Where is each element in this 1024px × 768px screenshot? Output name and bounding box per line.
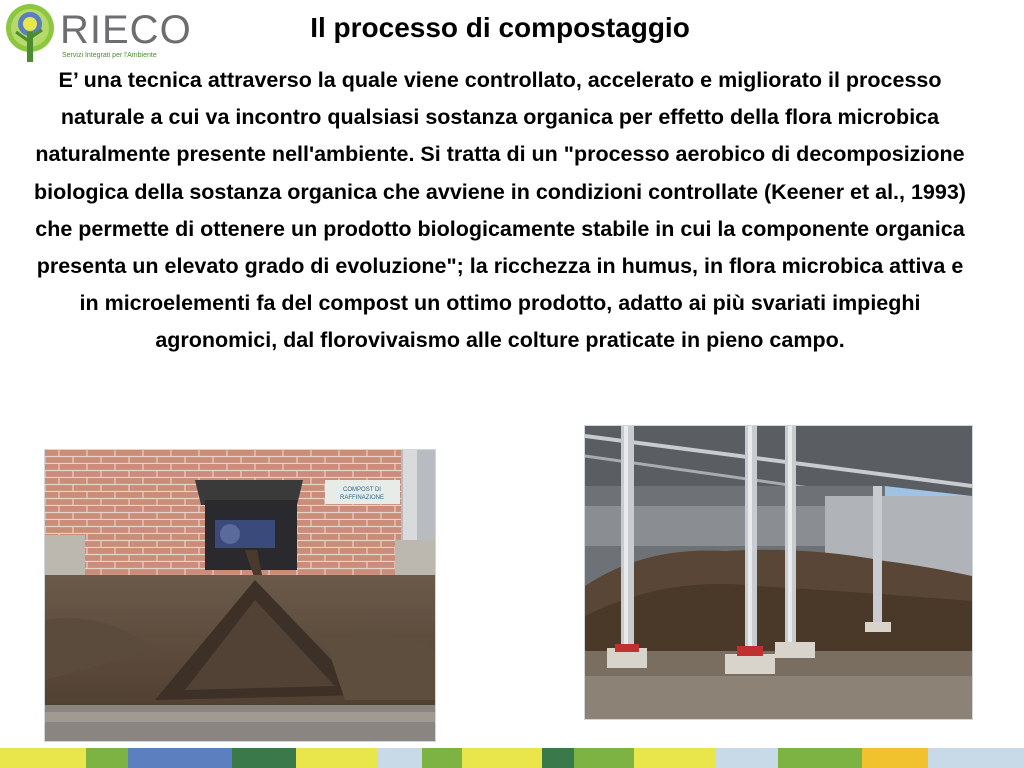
stripe-segment — [542, 748, 574, 768]
slide-title: Il processo di compostaggio — [310, 12, 690, 43]
stripe-segment — [862, 748, 928, 768]
tree-logo-icon — [2, 2, 62, 64]
stripe-segment — [574, 748, 634, 768]
stripe-segment — [462, 748, 542, 768]
logo-wordmark: RIECO — [60, 8, 192, 52]
logo-tagline: Servizi Integrati per l'Ambiente — [62, 52, 157, 59]
compost-screening-photo — [44, 449, 436, 742]
stripe-segment — [378, 748, 422, 768]
stripe-segment — [86, 748, 128, 768]
stripe-segment — [422, 748, 462, 768]
stripe-segment — [296, 748, 378, 768]
slide-body-text: E’ una tecnica attraverso la quale viene controllato, accelerato e migliorato il processo naturale a cui va incontro qualsiasi sostanza organica per effetto della flora microbica naturalmente presente nell'ambiente. Si tratta di un "processo aerobico di decomposizione biologica della sostanza organica che avviene in condizioni controllate (Keener et al., 1993) che permette di ottenere un prodotto biologicamente stabile in cui la componente organica presenta un elevato grado di evoluzione"; la ricchezza in humus, in flora microbica attiva e in microelementi fa del compost un ottimo prodotto, adatto ai più svariati impieghi agronomici, dal florovivaismo alle colture praticate in pieno campo. — [34, 68, 966, 353]
stripe-segment — [716, 748, 778, 768]
stripe-segment — [778, 748, 862, 768]
rieco-logo — [2, 2, 198, 64]
stripe-segment — [232, 748, 296, 768]
stripe-segment — [928, 748, 1024, 768]
compost-shed-photo — [584, 425, 973, 720]
stripe-segment — [128, 748, 232, 768]
footer-color-stripe — [0, 748, 1024, 768]
stripe-segment — [0, 748, 86, 768]
sign-line-2: RAFFINAZIONE — [339, 495, 385, 501]
stripe-segment — [634, 748, 716, 768]
sign-line-1: COMPOST DI — [343, 487, 381, 493]
